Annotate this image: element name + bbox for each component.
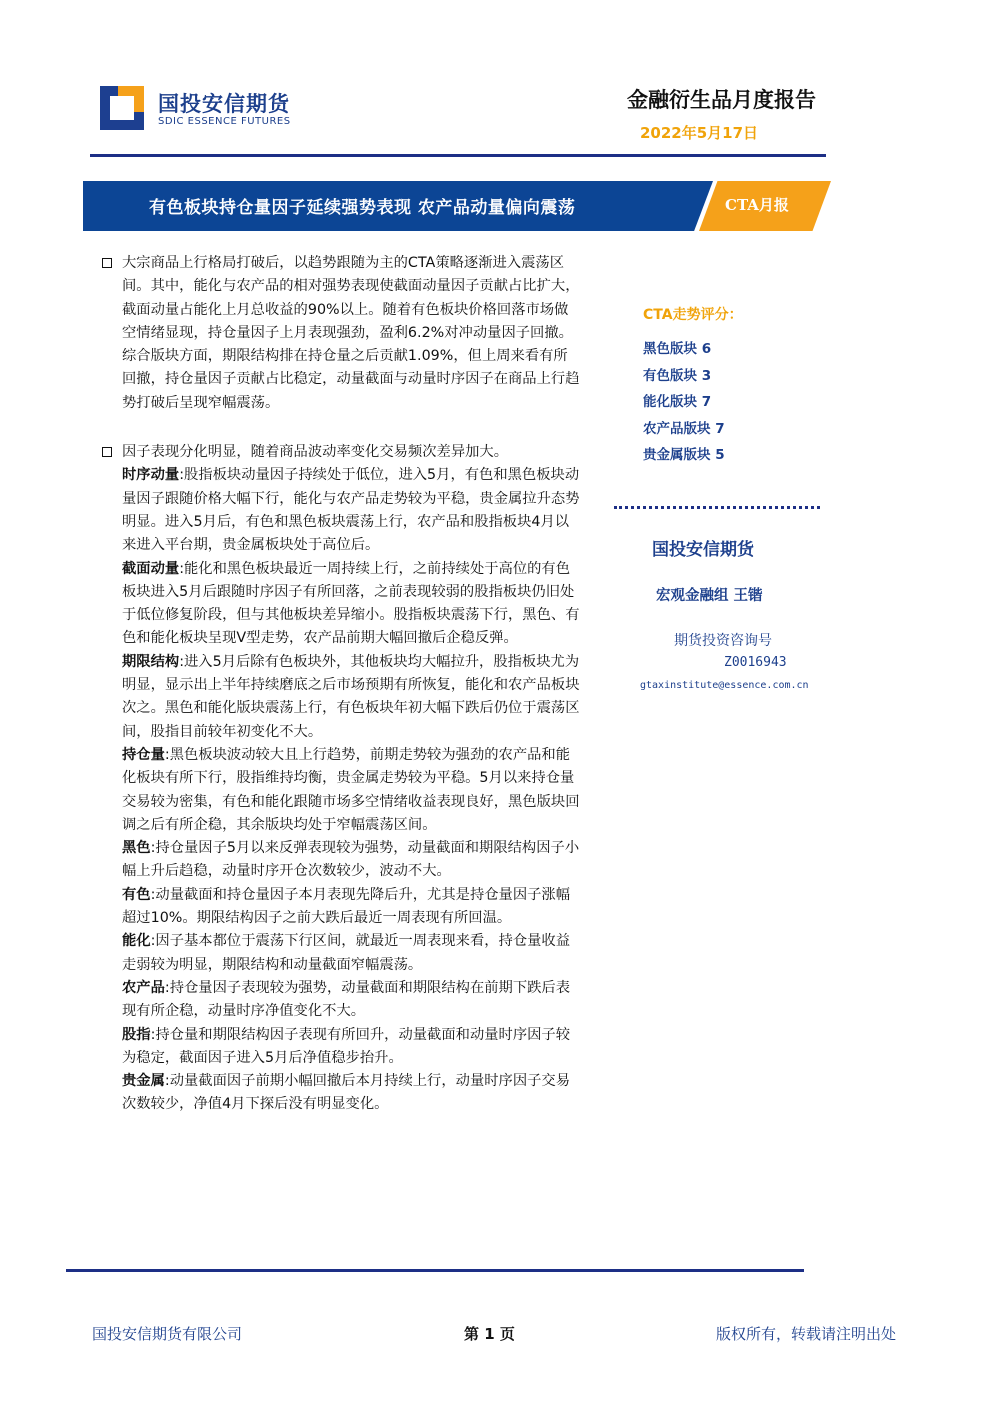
detail-label: 持仓量 [122,746,165,763]
detail-label: 股指 [122,1026,151,1043]
detail-text: 因子基本都位于震荡下行区间，就最近一周表现来看，持仓量收益走弱较为明显，期限结构和动量截面窄幅震荡。 [122,933,571,973]
certification-label: 期货投资咨询号 [674,633,772,649]
score-item: 农产品版块 7 [643,420,725,437]
detail-item: 黑色:持仓量因子5月以来反弹表现较为强势，动量截面和期限结构因子小幅上升后趋稳，动量时序开仓次数较少，波动不大。 [122,840,580,880]
detail-item: 农产品:持仓量因子表现较为强势，动量截面和期限结构在前期下跌后表现有所企稳，动量时序净值变化不大。 [122,979,571,1020]
detail-item: 期限结构:进入5月后除有色板块外，其他板块均大幅拉升，股指板块尤为明显，显示出上半年持续磨底之后市场预期有所恢复，能化和农产品板块次之。黑色和能化版块震荡上行，有色板块年初大幅下跌后仍位于震荡区间，股指目前较年初变化不大。 [122,653,580,740]
score-item: 有色版块 3 [643,367,712,384]
detail-label: 期限结构 [122,653,180,670]
score-item: 贵金属版块 5 [643,447,725,464]
company-logo [100,84,310,138]
detail-item: 有色:动量截面和持仓量因子本月表现先降后升，尤其是持仓量因子涨幅超过10%。期限结构因子之前大跌后最近一周表现有所回温。 [122,886,571,927]
detail-label: 能化 [122,933,151,950]
banner-tag: CTA月报 [725,196,789,214]
footer-divider [66,1269,804,1272]
detail-item: 能化:因子基本都位于震荡下行区间，就最近一周表现来看，持仓量收益走弱较为明显，期限结构和动量截面窄幅震荡。 [122,933,571,973]
detail-text: 动量截面因子前期小幅回撤后本月持续上行，动量时序因子交易次数较少，净值4月下探后没有明显变化。 [122,1073,571,1113]
score-item: 黑色版块 6 [643,341,712,357]
score-item: 能化版块 7 [643,394,712,411]
author-group: 宏观金融组 王锴 [656,588,763,604]
detail-item: 股指:持仓量和期限结构因子表现有所回升，动量截面和动量时序因子较为稳定，截面因子进入5月后净值稳步抬升。 [122,1026,571,1066]
detail-text: 进入5月后除有色板块外，其他板块均大幅拉升，股指板块尤为明显，显示出上半年持续磨底之后市场预期有所恢复，能化和农产品板块次之。黑色和能化版块震荡上行，有色板块年初大幅下跌后仍位于震荡区间，股指目前较年初变化不大。 [122,653,580,740]
detail-label: 截面动量 [122,560,180,577]
certification-number: Z0016943 [724,655,787,670]
square-bullet-icon [102,258,112,268]
factor-bullet [102,441,580,464]
score-title: CTA走势评分： [643,307,743,323]
logo-mark-icon [100,86,144,130]
detail-label: 有色 [122,886,151,903]
footer-company: 国投安信期货有限公司 [92,1325,243,1343]
detail-text: 能化和黑色板块最近一周持续上行，之前持续处于高位的有色板块进入5月后跟随时序因子有所回落，之前表现较弱的股指板块仍旧处于低位修复阶段，但与其他板块差异缩小。股指板块震荡下行，黑色、有色和能化板块呈现V型走势，农产品前期大幅回撤后企稳反弹。 [122,560,580,647]
cta-score-panel [643,304,823,469]
summary-bullet [102,252,580,415]
factor-intro: 因子表现分化明显，随着商品波动率变化交易频次差异加大。 [122,444,509,461]
report-title: 金融衍生品月度报告 [627,88,816,112]
detail-text: 持仓量和期限结构因子表现有所回升，动量截面和动量时序因子较为稳定，截面因子进入5月后净值稳步抬升。 [122,1026,571,1066]
detail-label: 农产品 [122,979,165,996]
sidebar-dotted-divider [614,506,820,509]
page-number: 第 1 页 [464,1325,515,1343]
report-date: 2022年5月17日 [640,124,759,142]
sidebar-company: 国投安信期货 [652,540,754,560]
detail-text: 动量截面和持仓量因子本月表现先降后升，尤其是持仓量因子涨幅超过10%。期限结构因子之前大跌后最近一周表现有所回温。 [122,886,571,927]
detail-text: 股指板块动量因子持续处于低位，进入5月，有色和黑色板块动量因子跟随价格大幅下行，能化与农产品走势较为平稳，贵金属拉升态势明显。进入5月后，有色和黑色板块震荡上行，农产品和股指板块4月以来进入平台期，贵金属板块处于高位后。 [122,467,580,554]
detail-text: 持仓量因子5月以来反弹表现较为强势，动量截面和期限结构因子小幅上升后趋稳，动量时序开仓次数较少，波动不大。 [122,840,580,880]
banner-title: 有色板块持仓量因子延续强势表现 农产品动量偏向震荡 [149,198,576,218]
square-bullet-icon [102,447,112,457]
detail-label: 黑色 [122,840,151,857]
detail-text: 黑色板块波动较大且上行趋势，前期走势较为强劲的农产品和能化板块有所下行，股指维持均衡，贵金属走势较为平稳。5月以来持仓量交易较为密集，有色和能化跟随市场多空情绪收益表现良好，黑色版块回调之后有所企稳，其余版块均处于窄幅震荡区间。 [122,746,580,833]
detail-label: 时序动量 [122,467,180,484]
summary-paragraph: 大宗商品上行格局打破后，以趋势跟随为主的CTA策略逐渐进入震荡区间。其中，能化与农产品的相对强势表现使截面动量因子贡献占比扩大，截面动量占能化上月总收益的90%以上。随着有色板块价格回落市场做空情绪显现，持仓量因子上月表现强劲，盈利6.2%对冲动量因子回撤。综合版块方面，期限结构排在持仓量之后贡献1.09%，但上周来看有所回撤，持仓量因子贡献占比稳定，动量截面与动量时序因子在商品上行趋势打破后呈现窄幅震荡。 [122,255,580,411]
detail-item: 时序动量:股指板块动量因子持续处于低位，进入5月，有色和黑色板块动量因子跟随价格大幅下行，能化与农产品走势较为平稳，贵金属拉升态势明显。进入5月后，有色和黑色板块震荡上行，农产品和股指板块4月以来进入平台期，贵金属板块处于高位后。 [122,467,580,554]
copyright-notice: 版权所有，转载请注明出处 [715,1325,896,1343]
detail-label: 贵金属 [122,1073,165,1090]
logo-english-name: SDIC ESSENCE FUTURES [158,116,291,127]
contact-email: gtaxinstitute@essence.com.cn [640,680,809,691]
logo-chinese-name: 国投安信期货 [158,92,290,116]
main-content [102,252,580,1117]
detail-text: 持仓量因子表现较为强势，动量截面和期限结构在前期下跌后表现有所企稳，动量时序净值变化不大。 [122,979,571,1020]
detail-item: 持仓量:黑色板块波动较大且上行趋势，前期走势较为强劲的农产品和能化板块有所下行，股指维持均衡，贵金属走势较为平稳。5月以来持仓量交易较为密集，有色和能化跟随市场多空情绪收益表现良好，黑色版块回调之后有所企稳，其余版块均处于窄幅震荡区间。 [122,746,580,833]
detail-item: 截面动量:能化和黑色板块最近一周持续上行，之前持续处于高位的有色板块进入5月后跟随时序因子有所回落，之前表现较弱的股指板块仍旧处于低位修复阶段，但与其他板块差异缩小。股指板块震荡下行，黑色、有色和能化板块呈现V型走势，农产品前期大幅回撤后企稳反弹。 [122,560,580,647]
factor-detail-list [102,464,580,1116]
header-divider [90,154,826,157]
headline-banner [83,181,831,231]
detail-item: 贵金属:动量截面因子前期小幅回撤后本月持续上行，动量时序因子交易次数较少，净值4月下探后没有明显变化。 [122,1073,571,1113]
